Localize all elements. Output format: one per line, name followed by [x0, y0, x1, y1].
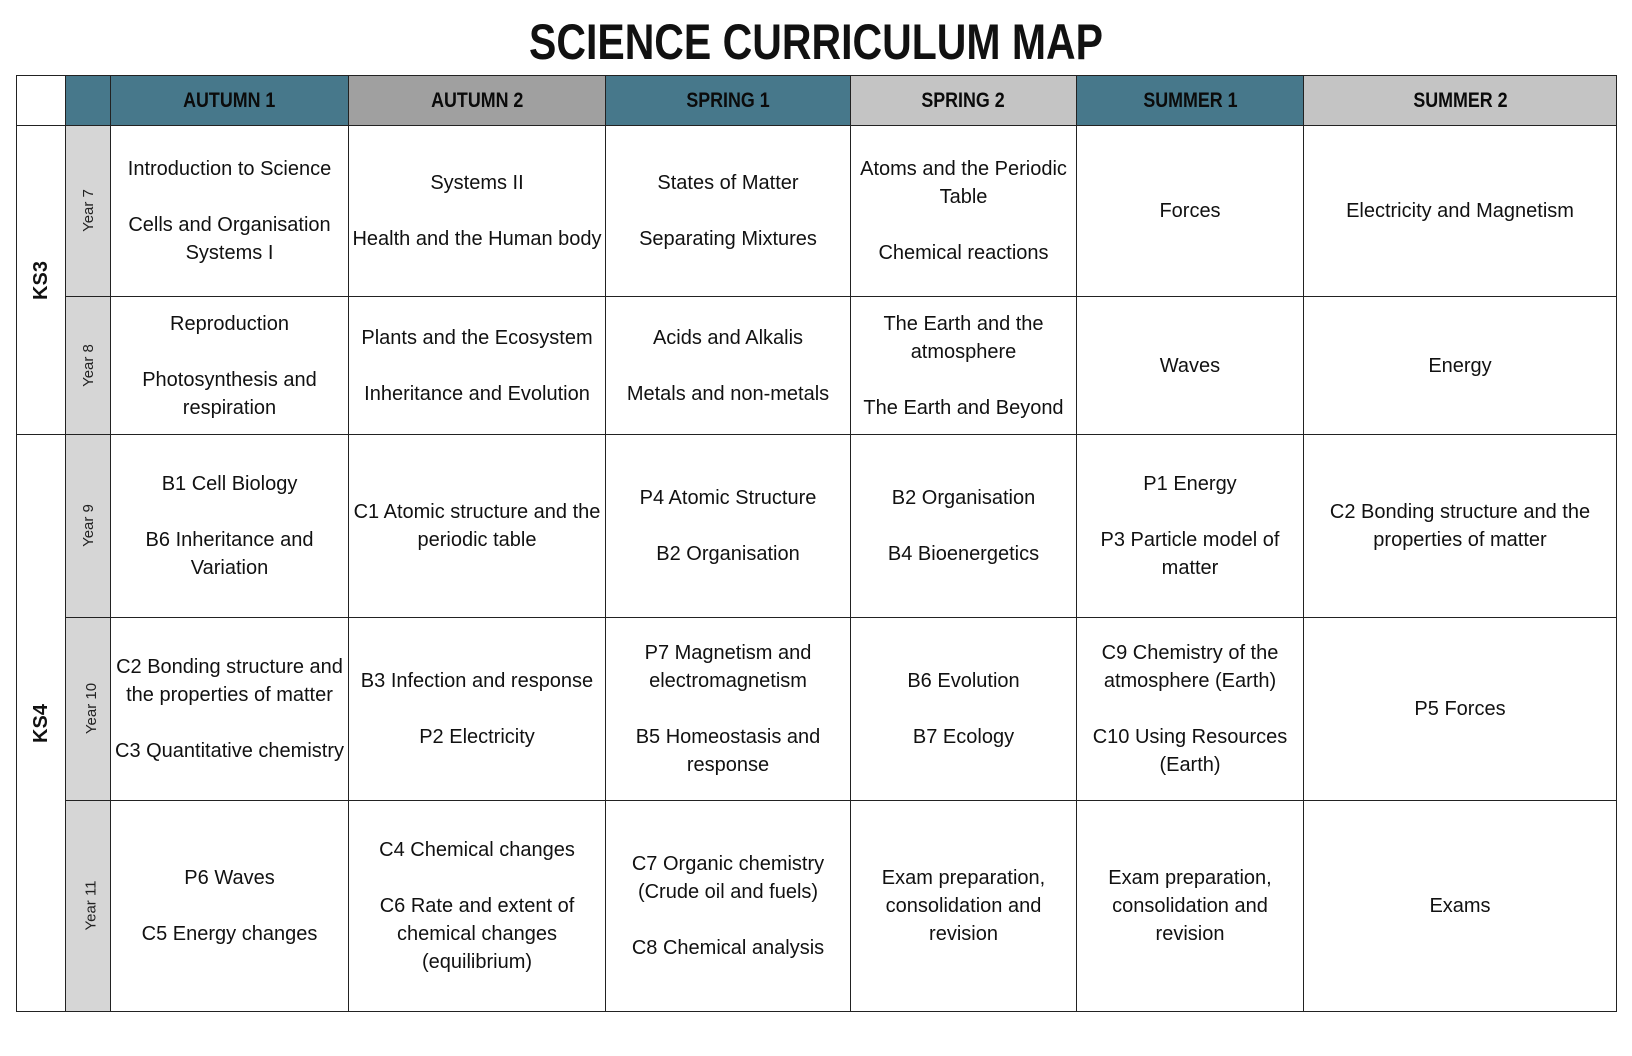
page-title: SCIENCE CURRICULUM MAP	[529, 14, 1103, 70]
curriculum-table	[16, 75, 1617, 1012]
table-row-year-7	[17, 126, 1617, 297]
table-row-year-9	[17, 435, 1617, 618]
term-header-summer-2: SUMMER 2	[1304, 76, 1617, 126]
table-cell: B3 Infection and response P2 Electricity	[349, 618, 606, 801]
table-row-year-10	[17, 618, 1617, 801]
table-cell: Systems II Health and the Human body	[349, 126, 606, 297]
table-cell: Exam preparation, consolidation and revision	[851, 801, 1077, 1012]
term-header-spring-2: SPRING 2	[851, 76, 1077, 126]
table-cell: C2 Bonding structure and the properties of matter	[1304, 435, 1617, 618]
table-cell: P5 Forces	[1304, 618, 1617, 801]
table-cell: C2 Bonding structure and the properties of matter C3 Quantitative chemistry	[111, 618, 349, 801]
table-cell: B2 Organisation B4 Bioenergetics	[851, 435, 1077, 618]
table-cell: Exams	[1304, 801, 1617, 1012]
year-label: Year 10	[66, 618, 111, 801]
table-cell: Energy	[1304, 297, 1617, 435]
table-cell: Introduction to Science Cells and Organisation Systems I	[111, 126, 349, 297]
table-cell: Atoms and the Periodic Table Chemical reactions	[851, 126, 1077, 297]
table-row-year-11	[17, 801, 1617, 1012]
table-cell: Reproduction Photosynthesis and respiration	[111, 297, 349, 435]
table-cell: B1 Cell Biology B6 Inheritance and Variation	[111, 435, 349, 618]
header-corner	[17, 76, 66, 126]
year-label: Year 8	[66, 297, 111, 435]
table-cell: C7 Organic chemistry (Crude oil and fuels) C8 Chemical analysis	[606, 801, 851, 1012]
term-header-autumn-1: AUTUMN 1	[111, 76, 349, 126]
table-cell: The Earth and the atmosphere The Earth and Beyond	[851, 297, 1077, 435]
year-label: Year 9	[66, 435, 111, 618]
table-cell: P7 Magnetism and electromagnetism B5 Homeostasis and response	[606, 618, 851, 801]
term-header-summer-1: SUMMER 1	[1077, 76, 1304, 126]
key-stage-label-ks3: KS3	[17, 126, 66, 435]
table-cell: C4 Chemical changes C6 Rate and extent of chemical changes (equilibrium)	[349, 801, 606, 1012]
term-header-autumn-2: AUTUMN 2	[349, 76, 606, 126]
header-year-spacer	[66, 76, 111, 126]
table-cell: Electricity and Magnetism	[1304, 126, 1617, 297]
table-cell: Plants and the Ecosystem Inheritance and Evolution	[349, 297, 606, 435]
table-cell: Exam preparation, consolidation and revision	[1077, 801, 1304, 1012]
table-cell: Acids and Alkalis Metals and non-metals	[606, 297, 851, 435]
year-label: Year 11	[66, 801, 111, 1012]
table-cell: C1 Atomic structure and the periodic table	[349, 435, 606, 618]
table-cell: C9 Chemistry of the atmosphere (Earth) C10 Using Resources (Earth)	[1077, 618, 1304, 801]
key-stage-label-ks4: KS4	[17, 435, 66, 1012]
table-cell: States of Matter Separating Mixtures	[606, 126, 851, 297]
table-cell: B6 Evolution B7 Ecology	[851, 618, 1077, 801]
table-cell: P1 Energy P3 Particle model of matter	[1077, 435, 1304, 618]
header-row	[17, 76, 1617, 126]
term-header-spring-1: SPRING 1	[606, 76, 851, 126]
table-cell: P6 Waves C5 Energy changes	[111, 801, 349, 1012]
table-cell: Forces	[1077, 126, 1304, 297]
table-row-year-8	[17, 297, 1617, 435]
table-cell: Waves	[1077, 297, 1304, 435]
year-label: Year 7	[66, 126, 111, 297]
table-cell: P4 Atomic Structure B2 Organisation	[606, 435, 851, 618]
